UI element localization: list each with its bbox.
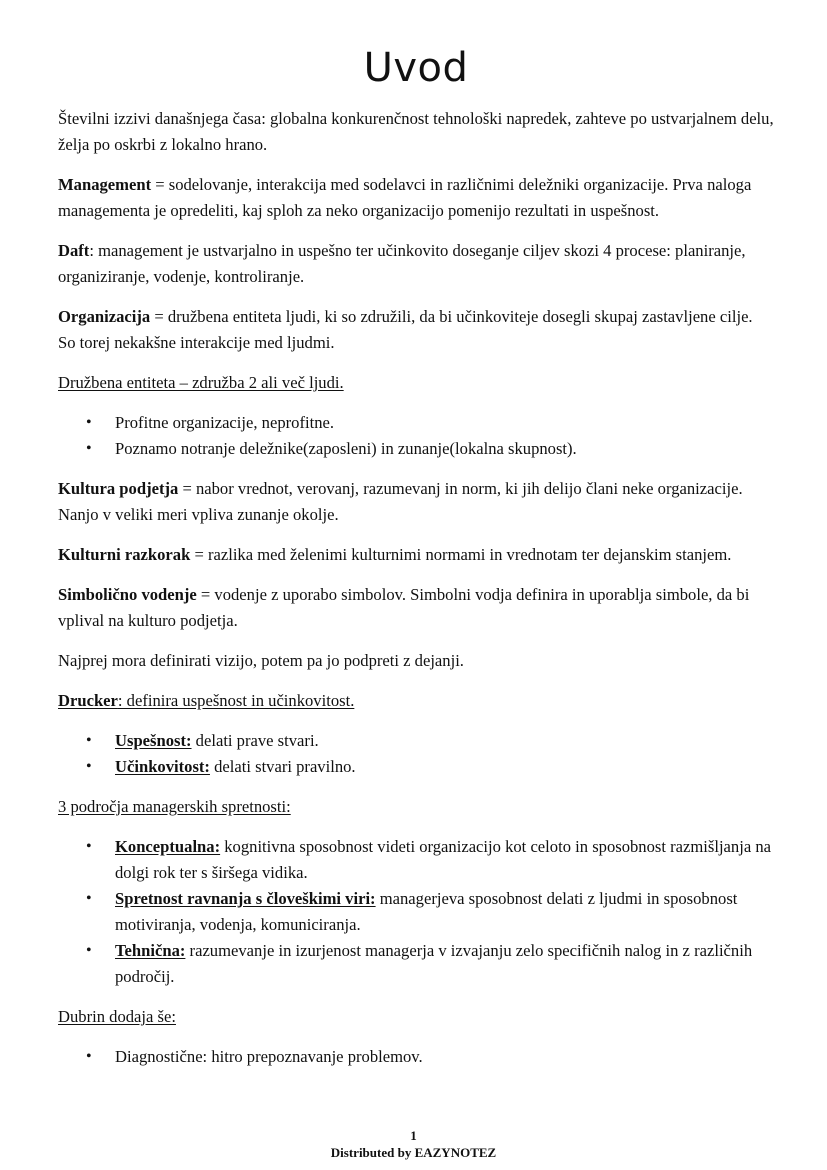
list-item <box>58 834 774 886</box>
razkorak-definition: = razlika med želenimi kulturnimi normami in vrednotam ter dejanskim stanjem. <box>190 545 732 564</box>
list-item-text: razumevanje in izurjenost managerja v izvajanju zelo specifičnih nalog in z različnih področij. <box>115 941 753 986</box>
najprej-paragraph: Najprej mora definirati vizijo, potem pa jo podpreti z dejanji. <box>58 651 464 670</box>
dubrin-text: Dubrin dodaja še: <box>58 1007 176 1026</box>
document-page <box>58 40 774 1084</box>
bullet-icon: • <box>86 440 92 457</box>
daft-paragraph <box>58 238 774 290</box>
bullet-icon: • <box>86 890 92 907</box>
list-item <box>58 436 774 462</box>
druzbena-heading <box>58 370 774 396</box>
list-item-term: Uspešnost: <box>115 731 192 750</box>
organizacija-definition: = družbena entiteta ljudi, ki so združili, da bi učinkoviteje dosegli skupaj zastavljene cilje. So torej nekakšne interakcije med ljudmi. <box>58 307 753 352</box>
bullet-icon: • <box>86 838 92 855</box>
organizacija-term: Organizacija <box>58 307 151 326</box>
bullet-icon: • <box>86 414 92 431</box>
management-paragraph <box>58 172 774 224</box>
dubrin-list <box>58 1044 774 1070</box>
dubrin-heading <box>58 1004 774 1030</box>
list-item-text: delati prave stvari. <box>191 731 319 750</box>
management-term: Management <box>58 175 152 194</box>
drucker-list <box>58 728 774 780</box>
list-item-term: Tehnična: <box>115 941 186 960</box>
razkorak-paragraph <box>58 542 774 568</box>
list-item-text: Diagnostične: hitro prepoznavanje problemov. <box>115 1047 423 1066</box>
list-item-text: delati stvari pravilno. <box>209 757 356 776</box>
druzbena-text: Družbena entiteta – združba 2 ali več ljudi. <box>58 373 344 392</box>
drucker-paragraph <box>58 688 774 714</box>
list-item <box>58 938 774 990</box>
list-item <box>58 886 774 938</box>
list-item-text: kognitivna sposobnost videti organizacijo kot celoto in sposobnost razmišljanja na dolgi rok ter s širšega vidika. <box>115 837 772 882</box>
list-item-term: Spretnost ravnanja s človeškimi viri: <box>115 889 376 908</box>
list-item-term: Učinkovitost: <box>115 757 210 776</box>
podrocja-list <box>58 834 774 990</box>
list-item <box>58 1044 774 1070</box>
simbolicno-term: Simbolično vodenje <box>58 585 197 604</box>
organizacija-paragraph <box>58 304 774 356</box>
daft-definition: : management je ustvarjalno in uspešno ter učinkovito doseganje ciljev skozi 4 procese: planiranje, organiziranje, vodenje, kontroliranje. <box>58 241 746 286</box>
list-item <box>58 728 774 754</box>
bullet-icon: • <box>86 1048 92 1065</box>
bullet-icon: • <box>86 942 92 959</box>
page-title: Uvod <box>363 45 469 91</box>
list-item-text: Poznamo notranje deležnike(zaposleni) in zunanje(lokalna skupnost). <box>115 439 577 458</box>
management-definition: = sodelovanje, interakcija med sodelavci in različnimi deležniki organizacije. Prva naloga managementa je opredeliti, kaj sploh za neko organizacijo pomenijo rezultati in uspešnost. <box>58 175 752 220</box>
bullet-icon: • <box>86 732 92 749</box>
bullet-icon: • <box>86 758 92 775</box>
list-item-text: Profitne organizacije, neprofitne. <box>115 413 335 432</box>
druzbena-list <box>58 410 774 462</box>
kultura-paragraph <box>58 476 774 528</box>
drucker-term: Drucker <box>58 691 118 710</box>
list-item <box>58 754 774 780</box>
intro-paragraph: Številni izzivi današnjega časa: globalna konkurenčnost tehnološki napredek, zahteve po ustvarjalnem delu, želja po oskrbi z lokalno hrano. <box>58 109 774 154</box>
simbolicno-definition: = vodenje z uporabo simbolov. Simbolni vodja definira in uporablja simbole, da bi vplival na kulturo podjetja. <box>58 585 750 630</box>
list-item-term: Konceptualna: <box>115 837 221 856</box>
simbolicno-paragraph <box>58 582 774 634</box>
podrocja-text: 3 področja managerskih spretnosti: <box>58 797 291 816</box>
list-item-text: managerjeva sposobnost delati z ljudmi in sposobnost motiviranja, vodenja, komuniciranja. <box>115 889 738 934</box>
podrocja-heading <box>58 794 774 820</box>
kultura-term: Kultura podjetja <box>58 479 179 498</box>
kultura-definition: = nabor vrednot, verovanj, razumevanj in norm, ki jih delijo člani neke organizacije. Nanjo v veliki meri vpliva zunanje okolje. <box>58 479 743 524</box>
list-item <box>58 410 774 436</box>
daft-term: Daft <box>58 241 90 260</box>
razkorak-term: Kulturni razkorak <box>58 545 191 564</box>
distributed-by-footer: Distributed by EAZYNOTEZ <box>330 1145 497 1160</box>
drucker-definition: : definira uspešnost in učinkovitost. <box>117 691 355 710</box>
page-number: 1 <box>410 1128 417 1143</box>
